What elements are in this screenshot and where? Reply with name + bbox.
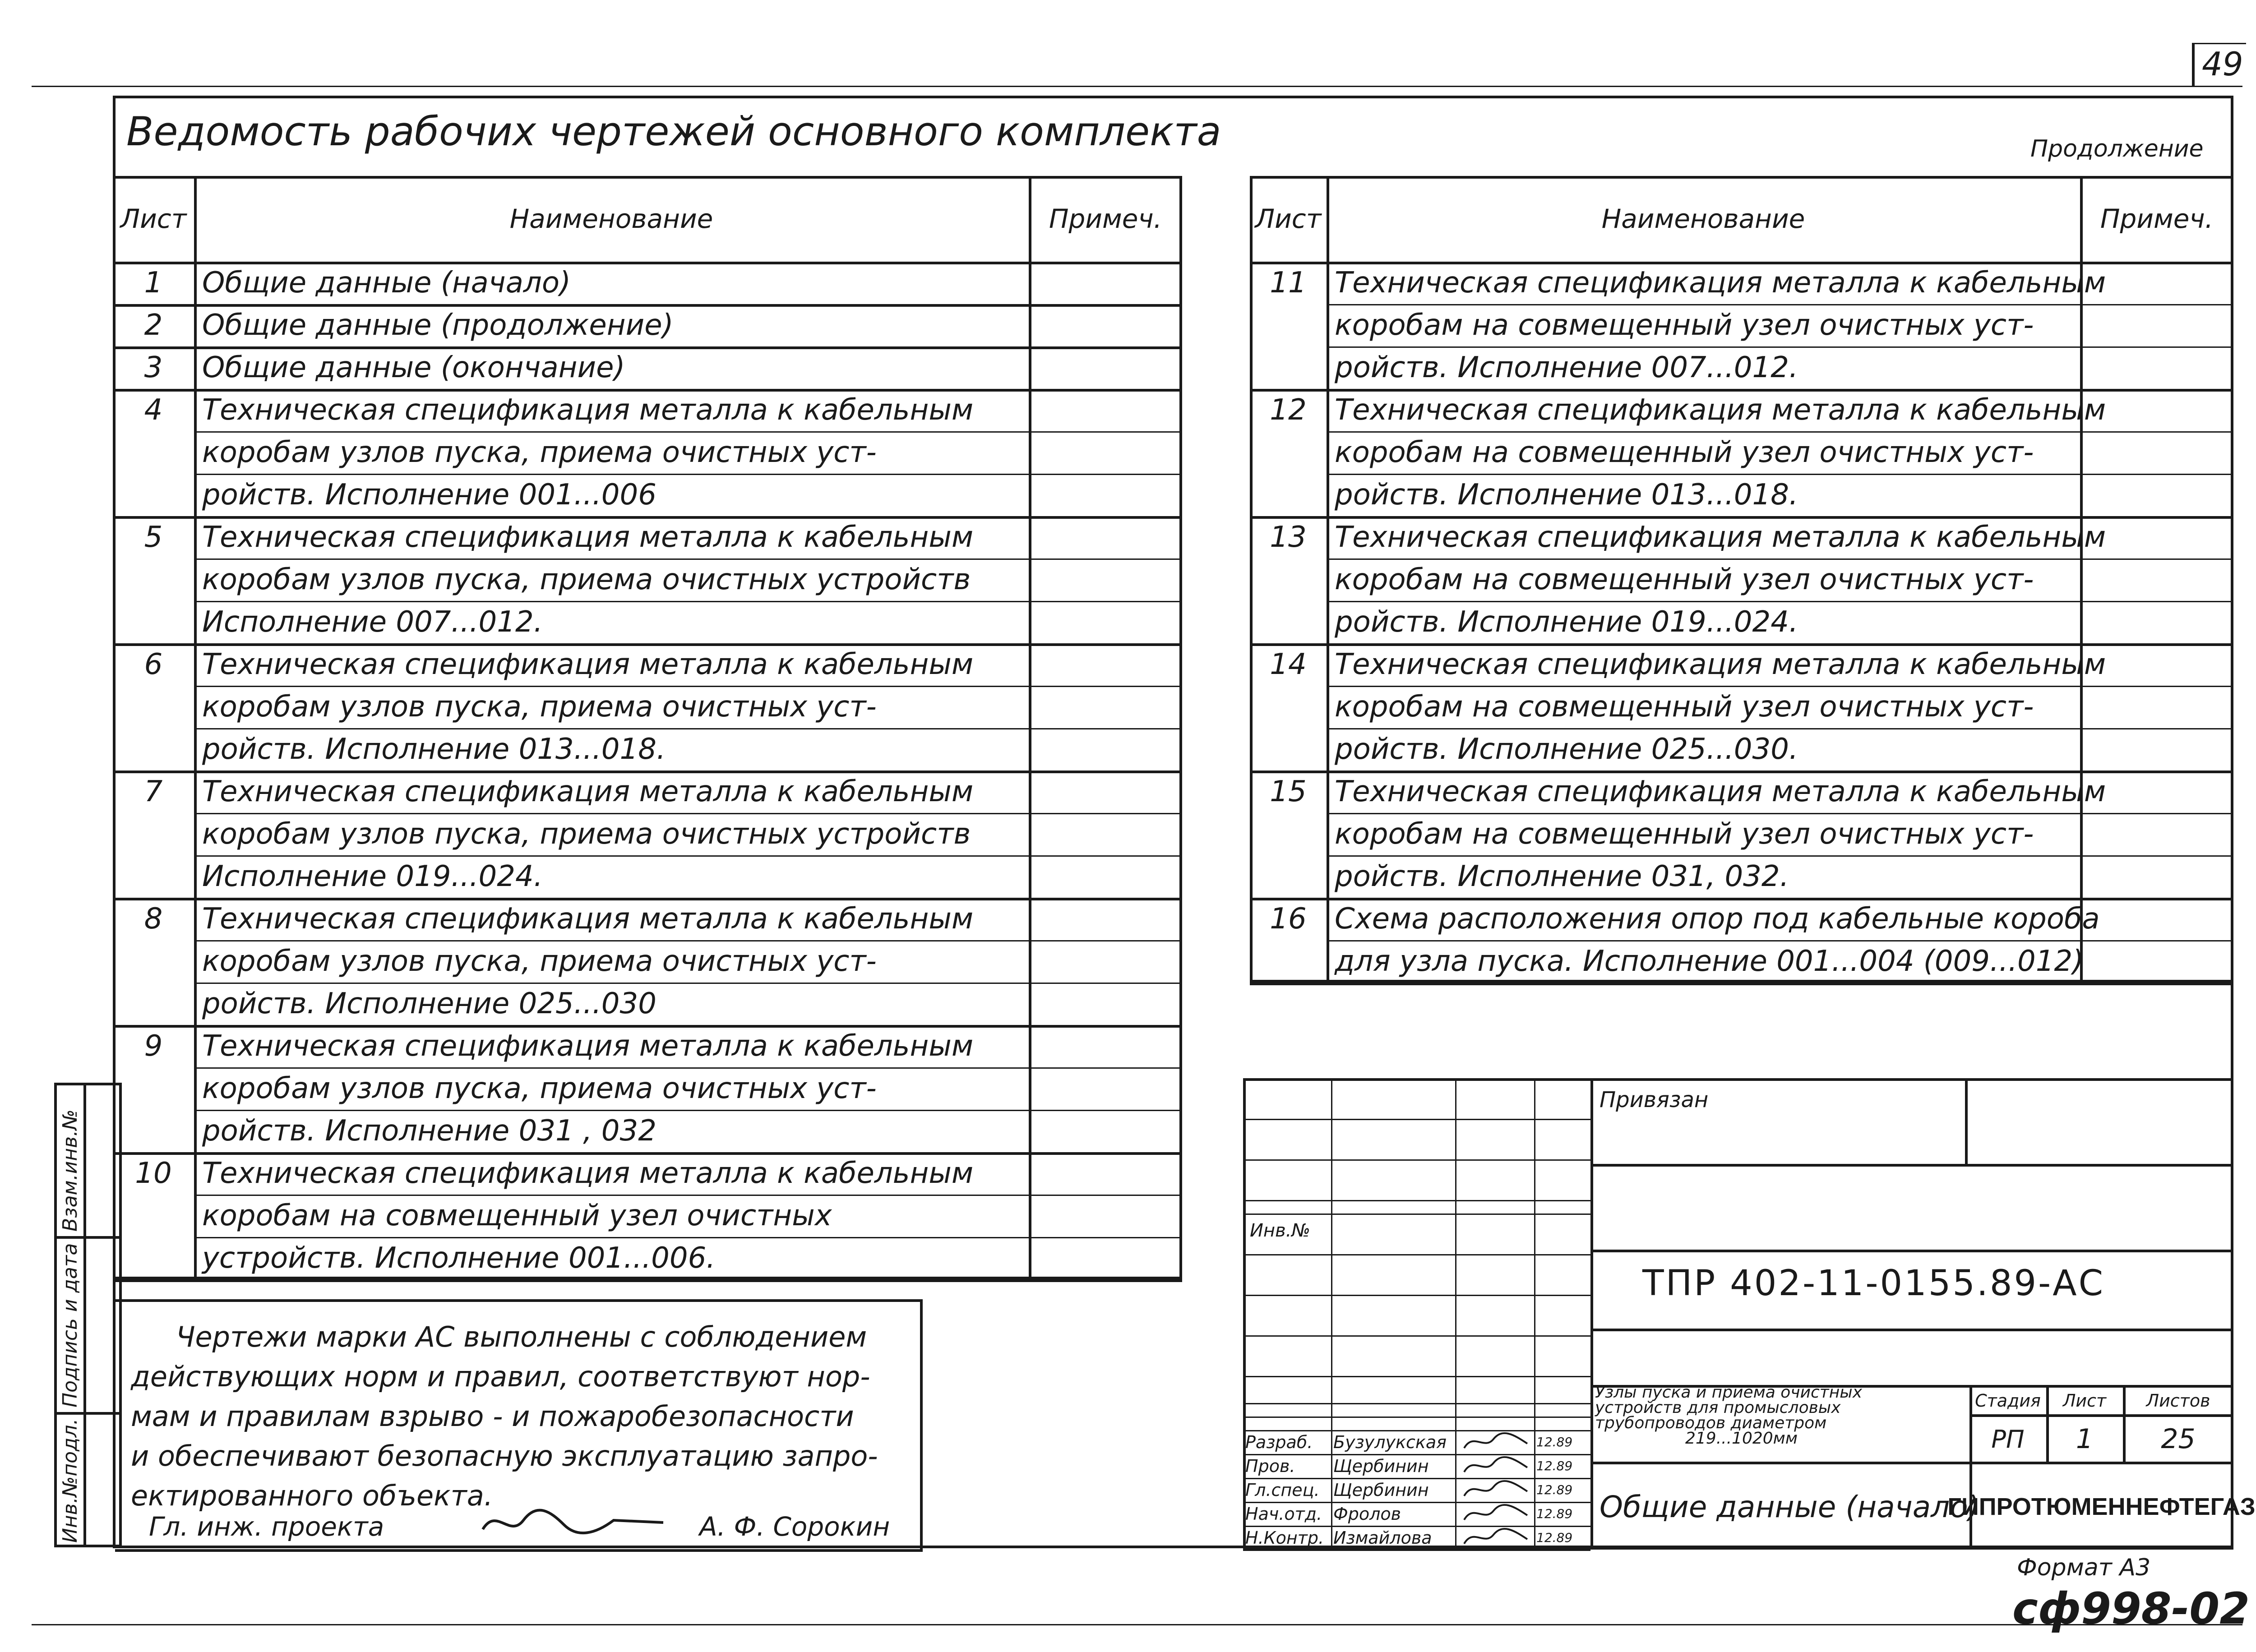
statement-line: Чертежи марки АС выполнены с соблюдением — [176, 1320, 867, 1353]
right-row-name-line: Техническая спецификация металла к кабельным — [1335, 648, 2106, 681]
archive-code: сф998-02 — [2012, 1583, 2250, 1634]
tb-sheets-label: Листов — [2146, 1391, 2210, 1411]
tb-grid-row — [1243, 1159, 1590, 1161]
side-stamp-divider — [83, 1083, 86, 1547]
left-row-sheet: 7 — [144, 775, 163, 808]
tb-stage-value: РП — [1991, 1425, 2025, 1454]
tb-project-line: 219...1020мм — [1685, 1429, 1798, 1448]
left-row-name-line: Общие данные (продолжение) — [202, 309, 674, 342]
left-row-sheet: 8 — [144, 902, 163, 936]
tb-stage-label: Стадия — [1975, 1391, 2041, 1411]
right-row-sep — [1250, 983, 2233, 985]
right-row-name-line: коробам на совмещенный узел очистных уст- — [1335, 436, 2034, 469]
tb-sig-role: Н.Контр. — [1245, 1527, 1324, 1548]
tb-grid-row — [1243, 1254, 1590, 1255]
left-row-name-line: ройств. Исполнение 013...018. — [202, 733, 666, 766]
tb-inv-label: Инв.№ — [1250, 1220, 1310, 1241]
right-row-name-line: ройств. Исполнение 031, 032. — [1335, 860, 1789, 893]
left-row-sheet: 2 — [144, 309, 163, 342]
right-row-name-line: Техническая спецификация металла к кабельным — [1335, 521, 2106, 554]
tb-signature-mark — [1460, 1526, 1532, 1550]
right-header-name: Наименование — [1601, 203, 1805, 234]
left-row-name-line: Техническая спецификация металла к кабельным — [202, 648, 974, 681]
tb-sig-date: 12.89 — [1536, 1458, 1573, 1473]
right-row-name-line: ройств. Исполнение 025...030. — [1335, 733, 1798, 766]
right-header-sheet: Лист — [1255, 203, 1322, 234]
tb-project-line: устройств для промысловых — [1595, 1398, 1841, 1417]
right-row-sheet: 15 — [1270, 775, 1307, 808]
tb-grid-row — [1243, 1214, 1590, 1215]
left-row-name-line: Техническая спецификация металла к кабельным — [202, 393, 974, 427]
left-row-name-line: Общие данные (начало) — [202, 266, 571, 300]
left-drawings-table — [113, 176, 1182, 1279]
tb-sig-role: Гл.спец. — [1245, 1480, 1320, 1500]
left-row-name-line: ройств. Исполнение 025...030 — [202, 987, 656, 1020]
statement-line: и обеспечивают безопасную эксплуатацию запро- — [131, 1440, 878, 1472]
statement-line: ектированного объекта. — [131, 1479, 493, 1512]
tb-doc-code: ТПР 402-11-0155.89-АС — [1642, 1263, 2105, 1304]
right-row-name-line: Техническая спецификация металла к кабельным — [1335, 266, 2106, 300]
page-number-divider — [2192, 43, 2195, 86]
chief-engineer-signature — [478, 1502, 668, 1543]
left-row-name-line: Общие данные (окончание) — [202, 351, 625, 384]
right-row-sheet: 11 — [1270, 266, 1307, 300]
left-col-divider — [1029, 176, 1031, 1279]
left-row-sheet: 3 — [144, 351, 163, 384]
statement-line: действующих норм и правил, соответствуют нор- — [131, 1360, 870, 1393]
left-row-name-line: Техническая спецификация металла к кабельным — [202, 1157, 974, 1190]
tb-sig-role: Пров. — [1245, 1456, 1295, 1476]
right-row-name-line: для узла пуска. Исполнение 001...004 (009...012) — [1335, 945, 2084, 978]
tb-sig-date: 12.89 — [1536, 1506, 1573, 1521]
tb-grid-row — [1243, 1295, 1590, 1296]
tb-grid-row — [1243, 1119, 1590, 1120]
right-row-name-line: коробам на совмещенный узел очистных уст- — [1335, 817, 2034, 851]
tb-attached-label: Привязан — [1600, 1087, 1709, 1112]
left-row-name-line: Техническая спецификация металла к кабельным — [202, 521, 974, 554]
tb-project-title — [1595, 1385, 1969, 1446]
tb-organization: ГИПРОТЮМЕННЕФТЕГАЗ — [1947, 1493, 2256, 1520]
tb-sig-role: Разраб. — [1245, 1432, 1313, 1452]
left-header-name: Наименование — [509, 203, 713, 234]
statement-text — [131, 1317, 916, 1516]
right-row-name-line: коробам на совмещенный узел очистных уст- — [1335, 690, 2034, 724]
tb-project-line: трубопроводов диаметром — [1595, 1414, 1827, 1432]
side-stamp-inv-orig: Инв.№подл. — [59, 1418, 82, 1543]
left-row-name-line: устройств. Исполнение 001...006. — [202, 1241, 716, 1275]
tb-sheet-title: Общие данные (начало) — [1600, 1489, 1980, 1524]
statement-line: мам и правилам взрыво - и пожаробезопасности — [131, 1400, 854, 1433]
tb-sig-name: Щербинин — [1333, 1480, 1429, 1500]
right-row-name-line: Схема расположения опор под кабельные короба — [1335, 902, 2100, 936]
tb-project-line: Узлы пуска и приема очистных — [1595, 1383, 1862, 1402]
right-row-name-line: коробам на совмещенный узел очистных уст- — [1335, 563, 2034, 596]
left-row-name-line: ройств. Исполнение 031 , 032 — [202, 1114, 656, 1148]
left-header-note: Примеч. — [1049, 203, 1162, 234]
right-row-sheet: 16 — [1270, 902, 1307, 936]
left-row-name-line: коробам узлов пуска, приема очистных уст- — [202, 1072, 877, 1105]
left-row-name-line: Техническая спецификация металла к кабельным — [202, 902, 974, 936]
document-title: Ведомость рабочих чертежей основного комплекта — [126, 108, 1221, 155]
left-row-name-line: Техническая спецификация металла к кабельным — [202, 775, 974, 808]
chief-engineer-name: А. Ф. Сорокин — [699, 1511, 890, 1542]
side-stamp-sep-2 — [54, 1412, 122, 1415]
left-row-name-line: Исполнение 007...012. — [202, 605, 543, 639]
tb-sig-name: Щербинин — [1333, 1456, 1429, 1476]
tb-signature-mark — [1460, 1454, 1532, 1478]
right-row-name-line: Техническая спецификация металла к кабельным — [1335, 393, 2106, 427]
left-row-sheet: 10 — [135, 1157, 172, 1190]
tb-code-top — [1590, 1250, 2233, 1252]
top-border — [32, 86, 2242, 87]
tb-org-sep — [1590, 1462, 2233, 1464]
right-row-name-line: ройств. Исполнение 013...018. — [1335, 478, 1798, 512]
tb-sig-date: 12.89 — [1536, 1435, 1573, 1449]
left-row-name-line: коробам узлов пуска, приема очистных устройств — [202, 817, 971, 851]
left-row-name-line: Техническая спецификация металла к кабельным — [202, 1029, 974, 1063]
left-row-sheet: 1 — [144, 266, 163, 300]
format-label: Формат А3 — [2017, 1554, 2151, 1581]
left-row-sheet: 6 — [144, 648, 163, 681]
left-header-sheet: Лист — [120, 203, 187, 234]
tb-main-divider — [1590, 1078, 1593, 1550]
left-row-sheet: 4 — [144, 393, 163, 427]
right-row-sheet: 12 — [1270, 393, 1307, 427]
page-number-frame — [2192, 43, 2246, 44]
left-row-name-line: Исполнение 019...024. — [202, 860, 543, 893]
side-stamp-sign-date: Подпись и дата — [59, 1243, 82, 1407]
left-row-name-line: коробам на совмещенный узел очистных — [202, 1199, 832, 1232]
left-row-name-line: коробам узлов пуска, приема очистных уст- — [202, 690, 877, 724]
tb-signature-mark — [1460, 1478, 1532, 1502]
tb-signature-mark — [1460, 1502, 1532, 1526]
right-row-name-line: коробам на совмещенный узел очистных уст- — [1335, 309, 2034, 342]
left-row-sep — [113, 1279, 1182, 1282]
left-row-name-line: ройств. Исполнение 001...006 — [202, 478, 656, 512]
tb-grid-row — [1243, 1200, 1590, 1201]
right-row-sheet: 13 — [1270, 521, 1307, 554]
right-header-note: Примеч. — [2100, 203, 2214, 234]
bottom-border — [32, 1624, 2242, 1625]
tb-grid-row — [1243, 1403, 1590, 1404]
left-row-sheet: 5 — [144, 521, 163, 554]
tb-code-bottom — [1590, 1329, 2233, 1331]
tb-sig-date: 12.89 — [1536, 1530, 1573, 1545]
side-stamp-replace-inv: Взам.инв.№ — [59, 1109, 82, 1232]
chief-engineer-role: Гл. инж. проекта — [149, 1511, 384, 1542]
continuation-label: Продолжение — [2030, 135, 2204, 162]
tb-sheet-value: 1 — [2076, 1423, 2094, 1455]
right-row-name-line: ройств. Исполнение 007...012. — [1335, 351, 1798, 384]
tb-sig-name: Измайлова — [1333, 1527, 1432, 1548]
tb-sig-role: Нач.отд. — [1245, 1504, 1322, 1524]
tb-attached-divider — [1965, 1078, 1968, 1164]
tb-sig-sep — [1243, 1550, 1590, 1551]
left-row-sheet: 9 — [144, 1029, 163, 1063]
right-row-name-line: ройств. Исполнение 019...024. — [1335, 605, 1798, 639]
right-drawings-table — [1250, 176, 2233, 983]
tb-sheet-label: Лист — [2062, 1391, 2107, 1411]
side-stamp-sep-1 — [54, 1236, 122, 1239]
tb-grid-row — [1243, 1376, 1590, 1377]
tb-sig-date: 12.89 — [1536, 1482, 1573, 1497]
tb-signature-mark — [1460, 1430, 1532, 1454]
left-row-name-line: коробам узлов пуска, приема очистных уст- — [202, 945, 877, 978]
page-number: 49 — [2202, 45, 2243, 83]
tb-attached-sep — [1590, 1164, 2233, 1167]
right-row-name-line: Техническая спецификация металла к кабельным — [1335, 775, 2106, 808]
left-row-name-line: коробам узлов пуска, приема очистных устройств — [202, 563, 971, 596]
left-row-name-line: коробам узлов пуска, приема очистных уст- — [202, 436, 877, 469]
tb-sig-name: Фролов — [1333, 1504, 1401, 1524]
tb-grid-row — [1243, 1335, 1590, 1337]
tb-grid-row — [1243, 1417, 1590, 1418]
tb-sig-name: Бузулукская — [1333, 1432, 1447, 1452]
right-row-sheet: 14 — [1270, 648, 1307, 681]
tb-sheets-value: 25 — [2161, 1423, 2196, 1455]
